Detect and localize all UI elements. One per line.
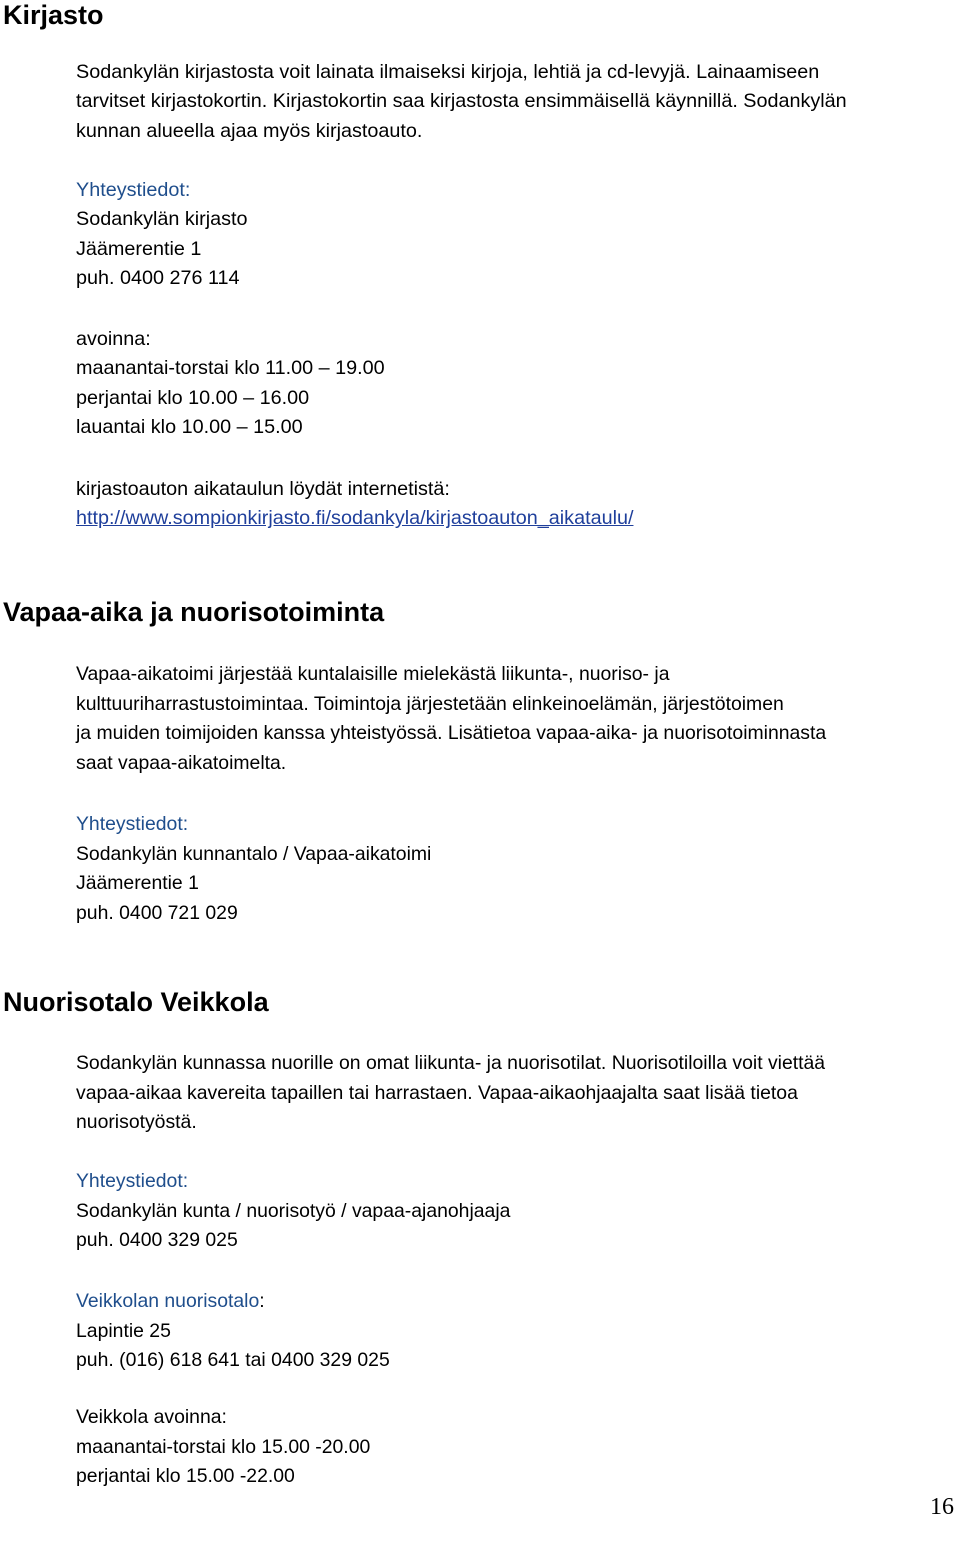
veikkola-house-heading-row xyxy=(76,1287,956,1317)
kirjasto-hours-line: lauantai klo 10.00 – 15.00 xyxy=(76,416,303,439)
kirjasto-contact-line: Sodankylän kirjasto xyxy=(76,208,248,231)
veikkola-contact-line: Sodankylän kunta / nuorisotyö / vapaa-ajanohjaaja xyxy=(76,1199,511,1222)
kirjasto-hours-label: avoinna: xyxy=(76,328,151,350)
kirjasto-contact-line: Jäämerentie 1 xyxy=(76,237,202,260)
veikkola-hours-line: perjantai klo 15.00 -22.00 xyxy=(76,1465,295,1488)
vapaa-aika-contact-line: puh. 0400 721 029 xyxy=(76,901,238,924)
veikkola-body xyxy=(76,1049,956,1138)
page-number: 16 xyxy=(930,1494,954,1520)
section-title-kirjasto: Kirjasto xyxy=(3,0,104,30)
vapaa-aika-contact xyxy=(76,810,956,928)
veikkola-contact-heading: Yhteystiedot: xyxy=(76,1170,189,1192)
veikkola-house-heading-colon: : xyxy=(259,1290,265,1312)
kirjasto-intro-line: Sodankylän kirjastosta voit lainata ilmaiseksi kirjoja, lehtiä ja cd-levyjä. Lainaamiseen xyxy=(76,61,820,83)
veikkola-body-line: vapaa-aikaa kavereita tapaillen tai harrastaen. Vapaa-aikaohjaajalta saat lisää tietoa xyxy=(76,1081,798,1104)
vapaa-aika-body-line: saat vapaa-aikatoimelta. xyxy=(76,751,287,774)
veikkola-body-line: nuorisotyöstä. xyxy=(76,1111,197,1134)
kirjasto-contact-line: puh. 0400 276 114 xyxy=(76,267,240,290)
veikkola-hours-line: maanantai-torstai klo 15.00 -20.00 xyxy=(76,1435,371,1458)
kirjasto-hours xyxy=(76,325,956,443)
vapaa-aika-body-line: Vapaa-aikatoimi järjestää kuntalaisille mielekästä liikunta-, nuoriso- ja xyxy=(76,663,670,685)
veikkola-hours xyxy=(76,1403,956,1492)
kirjastoauto-info xyxy=(76,475,956,534)
kirjasto-contact xyxy=(76,176,956,294)
kirjastoauto-schedule-link[interactable]: http://www.sompionkirjasto.fi/sodankyla/kirjastoauton_aikataulu/ xyxy=(76,507,634,530)
section-title-vapaa-aika: Vapaa-aika ja nuorisotoiminta xyxy=(3,597,385,627)
veikkola-house-line: Lapintie 25 xyxy=(76,1319,171,1342)
kirjasto-hours-line: perjantai klo 10.00 – 16.00 xyxy=(76,386,310,409)
veikkola-contact-line: puh. 0400 329 025 xyxy=(76,1229,238,1252)
vapaa-aika-contact-line: Sodankylän kunnantalo / Vapaa-aikatoimi xyxy=(76,842,432,865)
veikkola-house-line: puh. (016) 618 641 tai 0400 329 025 xyxy=(76,1349,390,1372)
veikkola-contact xyxy=(76,1167,956,1256)
vapaa-aika-body xyxy=(76,660,956,778)
kirjasto-intro-line: kunnan alueella ajaa myös kirjastoauto. xyxy=(76,119,423,142)
veikkola-house xyxy=(76,1287,956,1376)
veikkola-hours-label: Veikkola avoinna: xyxy=(76,1406,227,1428)
vapaa-aika-contact-heading: Yhteystiedot: xyxy=(76,813,189,835)
vapaa-aika-body-line: kulttuuriharrastustoimintaa. Toimintoja järjestetään elinkeinoelämän, järjestötoimen xyxy=(76,692,784,715)
kirjastoauto-label: kirjastoauton aikataulun löydät internetistä: xyxy=(76,478,450,500)
veikkola-house-heading: Veikkolan nuorisotalo xyxy=(76,1290,260,1312)
veikkola-body-line: Sodankylän kunnassa nuorille on omat liikunta- ja nuorisotilat. Nuorisotiloilla voit viettää xyxy=(76,1052,826,1074)
vapaa-aika-body-line: ja muiden toimijoiden kanssa yhteistyössä. Lisätietoa vapaa-aika- ja nuorisotoiminnasta xyxy=(76,722,827,745)
kirjasto-contact-heading: Yhteystiedot: xyxy=(76,179,191,201)
kirjasto-intro xyxy=(76,58,956,146)
vapaa-aika-contact-line: Jäämerentie 1 xyxy=(76,872,199,895)
kirjasto-hours-line: maanantai-torstai klo 11.00 – 19.00 xyxy=(76,357,385,380)
kirjasto-intro-line: tarvitset kirjastokortin. Kirjastokortin saa kirjastosta ensimmäisellä käynnillä. Sodankylän xyxy=(76,90,847,113)
section-title-veikkola: Nuorisotalo Veikkola xyxy=(3,987,269,1017)
